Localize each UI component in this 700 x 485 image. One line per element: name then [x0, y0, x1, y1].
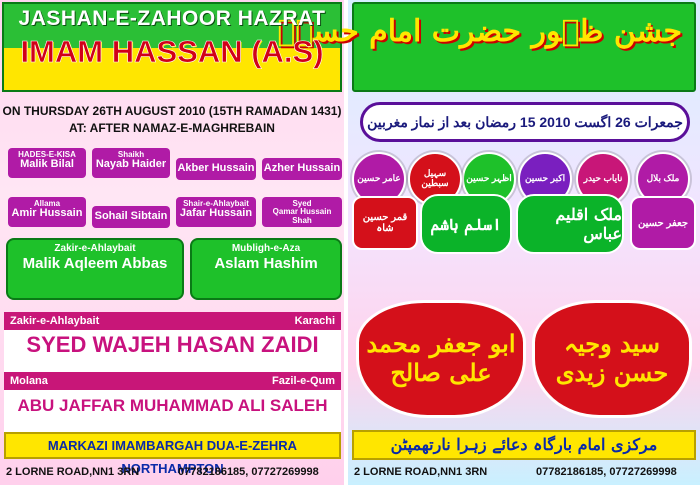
mubligh-box — [190, 238, 342, 300]
event-title-line1: JASHAN-E-ZAHOOR HAZRAT — [18, 7, 326, 30]
speaker-seal: اکبر حسین — [518, 152, 572, 206]
urdu-event-title: جشن ظہور حضرت امام حسنؑ — [277, 14, 682, 49]
band-speaker-name: SYED WAJEH HASAN ZAIDI — [26, 332, 319, 357]
speaker-seal: نایاب حیدر — [576, 152, 630, 206]
venue-address-right: 2 LORNE ROAD,NN1 3RN — [354, 466, 488, 478]
speaker-chip — [262, 197, 342, 227]
contact-phones-right: 07782186185, 07727269998 — [536, 466, 677, 478]
band-header — [4, 312, 341, 330]
zakir-title: Zakir-e-Ahlaybait — [54, 243, 136, 254]
urdu-event-date: جمعرات 26 اگست 2010 15 رمضان بعد از نماز مغربین — [360, 102, 690, 142]
mubligh-title: Mubligh-e-Aza — [231, 243, 301, 254]
chip-name: Azher Hussain — [263, 162, 341, 174]
band-city: Karachi — [294, 315, 335, 327]
venue-name: MARKAZI IMAMBARGAH DUA-E-ZEHRA NORTHAMPTON — [4, 432, 341, 459]
event-date: ON THURSDAY 26TH AUGUST 2010 (15TH RAMADAN 1431) — [2, 104, 342, 118]
speaker-seal: عامر حسین — [352, 152, 406, 206]
speaker-chip — [92, 206, 170, 228]
chip-name: Malik Bilal — [20, 158, 74, 171]
speaker-seal: قمر حسین شاہ — [352, 196, 418, 250]
speaker-chip — [176, 197, 256, 227]
chip-title: Shair-e-Ahlaybait — [183, 199, 249, 208]
speaker-seal: سہیل سبطین — [408, 152, 462, 206]
speaker-seal: ملک بلال — [636, 152, 690, 206]
english-header — [2, 2, 342, 92]
chip-name: Nayab Haider — [95, 158, 167, 171]
chip-title: HADES-E-KISA — [18, 150, 76, 159]
speaker-plate: اسلم ہاشم — [420, 194, 512, 254]
event-time: AT: AFTER NAMAZ-E-MAGHREBAIN — [69, 121, 275, 135]
band-city: Fazil-e-Qum — [272, 375, 335, 387]
chip-name: Amir Hussain — [11, 207, 83, 220]
mubligh-name: Aslam Hashim — [214, 255, 318, 272]
speaker-seal: اظہر حسین — [462, 152, 516, 206]
chip-title: Syed — [292, 199, 312, 208]
speaker-band — [4, 312, 341, 374]
speaker-seal: جعفر حسین — [630, 196, 696, 250]
band-speaker-name: ABU JAFFAR MUHAMMAD ALI SALEH — [17, 396, 328, 415]
chip-name: Sohail Sibtain — [94, 210, 168, 222]
speaker-plate: ملک اقلیم عباس — [516, 194, 624, 254]
band-header — [4, 372, 341, 390]
speaker-chip — [262, 158, 342, 180]
molana-seal: ابو جعفر محمد علی صالح — [356, 300, 526, 418]
speaker-chip — [8, 148, 86, 178]
contact-phones: 07782186185, 07727269998 — [178, 466, 319, 478]
urdu-venue-name: مرکزی امام بارگاہ دعائے زہرا نارتھمپٹن — [352, 430, 696, 460]
speaker-band — [4, 372, 341, 434]
chip-name: Jafar Hussain — [179, 207, 253, 220]
event-title-line2: IMAM HASSAN (A.S) — [20, 34, 324, 69]
chip-name: Akber Hussain — [177, 162, 255, 174]
band-title: Molana — [10, 375, 48, 387]
venue-address: 2 LORNE ROAD,NN1 3RN — [6, 466, 140, 478]
speaker-chip — [176, 158, 256, 180]
panel-divider — [344, 0, 348, 485]
zakir-seal: سید وجیہ حسن زیدی — [532, 300, 692, 418]
zakir-box — [6, 238, 184, 300]
chip-name: Qamar Hussain Shah — [272, 207, 332, 225]
chip-title: Shaikh — [117, 150, 145, 159]
speaker-chip — [92, 148, 170, 178]
speaker-chip — [8, 197, 86, 227]
zakir-name: Malik Aqleem Abbas — [22, 255, 168, 272]
chip-title: Allama — [33, 199, 61, 208]
band-title: Zakir-e-Ahlaybait — [10, 315, 100, 327]
